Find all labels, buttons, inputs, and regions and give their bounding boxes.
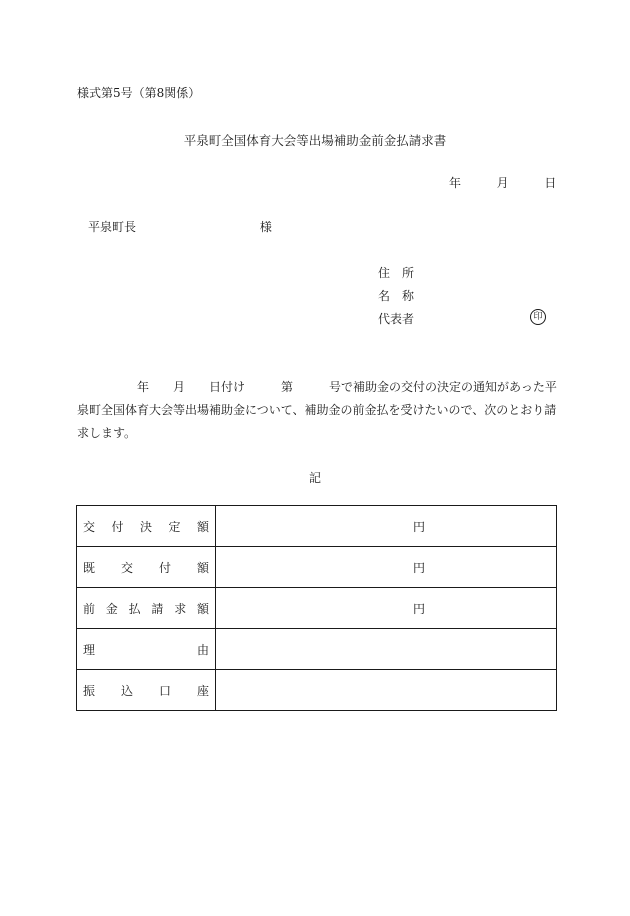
row-label-char: 額 [196,560,209,575]
table-row [77,506,557,547]
row-value[interactable] [216,588,557,629]
row-value[interactable] [216,547,557,588]
row-label-char: 理 [83,642,96,657]
sender-name-label: 名 称 [378,289,415,303]
ki-heading: 記 [308,471,321,485]
sender-representative-label: 代表者 [378,312,415,326]
row-label-char: 求 [174,601,187,616]
row-label-char: 既 [83,560,96,575]
row-label-char: 座 [196,683,209,698]
date-day: 日 [544,176,557,190]
row-label-char: 口 [158,683,171,698]
row-label [77,670,216,711]
row-label-char: 額 [196,601,209,616]
addressee [88,218,272,235]
row-label [77,506,216,547]
seal-icon: 印 [530,309,546,325]
table-row [77,629,557,670]
currency-unit: 円 [412,519,425,534]
table-row [77,670,557,711]
row-label-char: 込 [120,683,133,698]
row-label-char: 交 [120,560,133,575]
currency-unit: 円 [412,560,425,575]
row-label-char: 定 [168,519,181,534]
row-label-char: 請 [151,601,164,616]
row-label-char: 払 [128,601,141,616]
date-month: 月 [496,176,509,190]
table-row [77,588,557,629]
date-line [449,174,556,191]
sender-address-label: 住 所 [378,266,415,280]
row-label-char: 額 [196,519,209,534]
addressee-honorific: 様 [259,220,272,234]
row-label-char: 付 [111,519,124,534]
row-label-char: 決 [139,519,152,534]
table-row [77,547,557,588]
date-year: 年 [449,176,462,190]
row-label-char: 由 [196,642,209,657]
row-label-char: 交 [83,519,96,534]
body-text [77,376,557,445]
row-label-char: 振 [83,683,96,698]
row-label-char: 前 [83,601,96,616]
row-label [77,547,216,588]
currency-unit: 円 [412,601,425,616]
request-table [76,505,557,711]
row-value[interactable] [216,506,557,547]
addressee-name: 平泉町長 [88,220,137,234]
document-title: 平泉町全国体育大会等出場補助金前金払請求書 [183,133,447,148]
row-label [77,629,216,670]
body-paragraph: 年 月 日付け 第 号で補助金の交付の決定の通知があった平泉町全国体育大会等出場補助金について、補助金の前金払を受けたいので、次のとおり請求します。 [77,380,557,440]
row-label-char: 金 [105,601,118,616]
row-label-char: 付 [158,560,171,575]
row-value[interactable] [216,629,557,670]
row-value[interactable] [216,670,557,711]
form-number: 様式第5号（第8関係） [77,86,201,100]
row-label [77,588,216,629]
